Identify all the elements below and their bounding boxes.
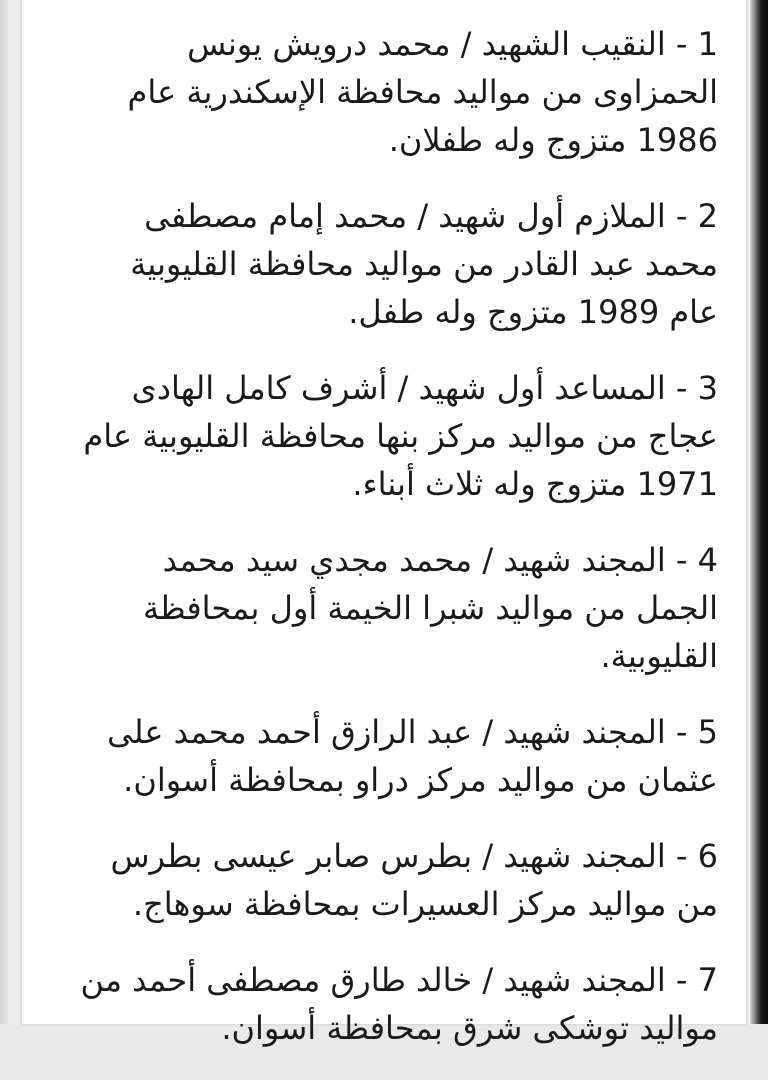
left-border — [0, 0, 8, 1024]
right-bezel — [750, 0, 768, 1024]
martyr-entry-5: 5 - المجند شهيد / عبد الرازق أحمد محمد على عثمان من مواليد مركز دراو بمحافظة أسوان. — [107, 713, 718, 799]
martyr-entry-2: 2 - الملازم أول شهيد / محمد إمام مصطفى محمد عبد القادر من مواليد محافظة القليوبية عام 1989 متزوج وله طفل. — [130, 197, 718, 331]
martyr-entry-7: 7 - المجند شهيد / خالد طارق مصطفى أحمد من مواليد توشكى شرق بمحافظة أسوان. — [80, 961, 718, 1047]
article-text — [22, 0, 746, 1080]
martyr-entry-4: 4 - المجند شهيد / محمد مجدي سيد محمد الجمل من مواليد شبرا الخيمة أول بمحافظة القليوبية. — [142, 541, 718, 675]
article-card — [22, 0, 746, 1047]
martyr-entry-6: 6 - المجند شهيد / بطرس صابر عيسى بطرس من مواليد مركز العسيرات بمحافظة سوهاج. — [110, 837, 718, 923]
martyr-entry-1: 1 - النقيب الشهيد / محمد درويش يونس الحمزاوى من مواليد محافظة الإسكندرية عام 1986 متزوج وله طفلان. — [127, 25, 718, 159]
martyr-entry-3: 3 - المساعد أول شهيد / أشرف كامل الهادى عجاج من مواليد مركز بنها محافظة القليوبية عام 1971 متزوج وله ثلاث أبناء. — [83, 369, 718, 503]
